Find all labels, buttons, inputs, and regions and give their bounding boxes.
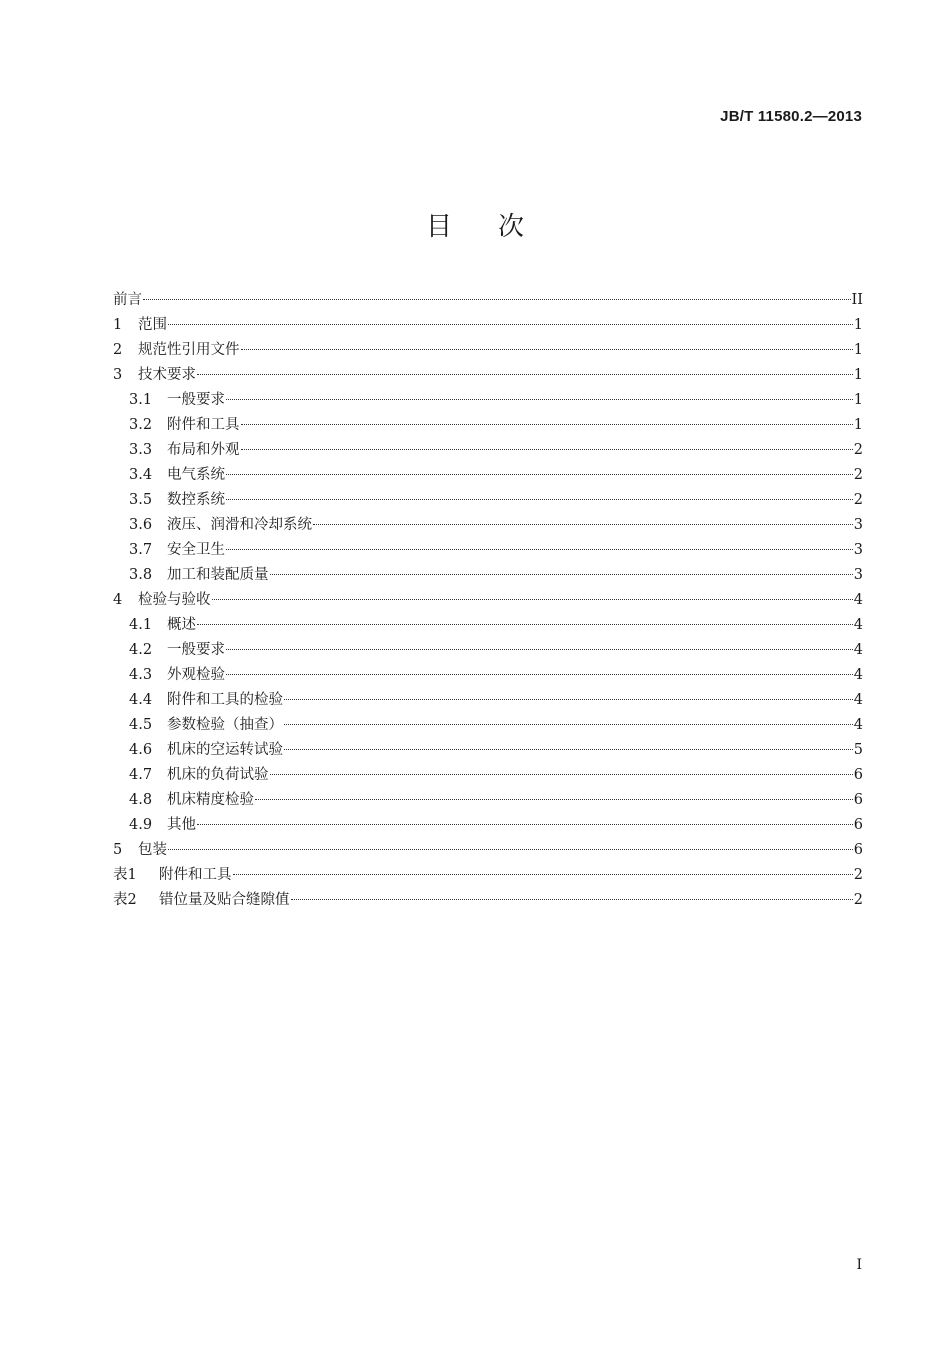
toc-entry[interactable]: [113, 763, 863, 788]
toc-entry[interactable]: [113, 713, 863, 738]
toc-entry[interactable]: [113, 688, 863, 713]
toc-entry-number: 3.3: [129, 442, 153, 458]
toc-entry-title: 加工和装配质量: [167, 567, 269, 583]
toc-entry-page: 2: [853, 867, 863, 883]
toc-entry-title: 电气系统: [167, 467, 225, 483]
toc-entry-page: 1: [853, 317, 863, 333]
toc-entry[interactable]: [113, 563, 863, 588]
toc-entry-page: 6: [853, 842, 863, 858]
toc-entry[interactable]: [113, 313, 863, 338]
toc-entry-number: 4.1: [129, 617, 153, 633]
toc-entry[interactable]: [113, 388, 863, 413]
toc-entry-title: 前言: [113, 292, 142, 308]
toc-entry-number: 3.5: [129, 492, 153, 508]
dot-leader: [291, 899, 853, 900]
toc-entry[interactable]: [113, 288, 863, 313]
dot-leader: [233, 874, 853, 875]
toc-entry[interactable]: [113, 863, 863, 888]
toc-entry-title: 规范性引用文件: [138, 342, 240, 358]
dot-leader: [284, 749, 853, 750]
toc-entry[interactable]: [113, 813, 863, 838]
toc-entry-title: 安全卫生: [167, 542, 225, 558]
dot-leader: [197, 374, 853, 375]
toc-title: 目次: [425, 212, 570, 242]
toc-entry-page: 4: [853, 717, 863, 733]
dot-leader: [143, 299, 851, 300]
toc-entry-title: 附件和工具: [167, 417, 240, 433]
toc-entry-number: 3.4: [129, 467, 153, 483]
toc-entry-number: 4.8: [129, 792, 153, 808]
dot-leader: [241, 449, 853, 450]
toc-entry-page: 1: [853, 367, 863, 383]
dot-leader: [226, 399, 853, 400]
toc-entry-page: 6: [853, 817, 863, 833]
toc-entry[interactable]: [113, 338, 863, 363]
dot-leader: [241, 349, 853, 350]
toc-entry-page: 4: [853, 592, 863, 608]
toc-entry[interactable]: [113, 488, 863, 513]
toc-entry-number: 5: [113, 842, 123, 858]
toc-entry[interactable]: [113, 613, 863, 638]
toc-entry-title: 包装: [138, 842, 167, 858]
toc-entry-title: 附件和工具: [159, 867, 232, 883]
toc-entry[interactable]: [113, 638, 863, 663]
dot-leader: [226, 674, 853, 675]
toc-entry-title: 检验与验收: [138, 592, 211, 608]
toc-entry-title: 外观检验: [167, 667, 225, 683]
toc-entry-page: 2: [853, 892, 863, 908]
toc-entry-title: 其他: [167, 817, 196, 833]
table-of-contents: [113, 288, 863, 913]
toc-entry-number: 3.1: [129, 392, 153, 408]
toc-entry-number: 3.7: [129, 542, 153, 558]
toc-entry-page: 4: [853, 617, 863, 633]
toc-entry-page: 2: [853, 442, 863, 458]
toc-entry-page: 4: [853, 667, 863, 683]
toc-entry-page: 4: [853, 642, 863, 658]
toc-entry-page: 2: [853, 467, 863, 483]
dot-leader: [212, 599, 853, 600]
toc-entry-title: 数控系统: [167, 492, 225, 508]
toc-entry-page: 3: [853, 517, 863, 533]
document-code: JB/T 11580.2—2013: [720, 108, 862, 125]
toc-entry-number: 3.2: [129, 417, 153, 433]
toc-entry-number: 4.2: [129, 642, 153, 658]
toc-entry[interactable]: [113, 538, 863, 563]
toc-entry-page: 2: [853, 492, 863, 508]
toc-entry-title: 概述: [167, 617, 196, 633]
toc-entry[interactable]: [113, 438, 863, 463]
toc-entry-title: 一般要求: [167, 642, 225, 658]
toc-entry[interactable]: [113, 513, 863, 538]
toc-entry-page: 3: [853, 567, 863, 583]
dot-leader: [168, 324, 853, 325]
toc-entry-number: 表1: [113, 867, 137, 883]
dot-leader: [270, 774, 853, 775]
toc-entry-page: 1: [853, 342, 863, 358]
toc-entry-title: 一般要求: [167, 392, 225, 408]
toc-entry-number: 3.8: [129, 567, 153, 583]
toc-entry-number: 3: [113, 367, 123, 383]
toc-entry-page: II: [851, 292, 863, 308]
dot-leader: [313, 524, 853, 525]
toc-entry[interactable]: [113, 838, 863, 863]
toc-entry[interactable]: [113, 413, 863, 438]
toc-entry-title: 机床的空运转试验: [167, 742, 283, 758]
toc-entry-number: 4.9: [129, 817, 153, 833]
dot-leader: [197, 624, 853, 625]
toc-entry[interactable]: [113, 888, 863, 913]
toc-entry-page: 5: [853, 742, 863, 758]
dot-leader: [226, 499, 853, 500]
toc-entry[interactable]: [113, 463, 863, 488]
toc-entry-page: 3: [853, 542, 863, 558]
toc-entry-number: 4.6: [129, 742, 153, 758]
toc-entry[interactable]: [113, 588, 863, 613]
toc-entry[interactable]: [113, 663, 863, 688]
toc-entry-title: 技术要求: [138, 367, 196, 383]
toc-entry-page: 1: [853, 417, 863, 433]
toc-entry-title: 机床精度检验: [167, 792, 254, 808]
toc-entry[interactable]: [113, 788, 863, 813]
toc-entry-number: 4.5: [129, 717, 153, 733]
toc-entry-number: 4.3: [129, 667, 153, 683]
page-number: I: [856, 1257, 862, 1273]
toc-entry-title: 范围: [138, 317, 167, 333]
toc-entry-number: 2: [113, 342, 123, 358]
dot-leader: [226, 474, 853, 475]
dot-leader: [226, 549, 853, 550]
toc-entry-number: 1: [113, 317, 123, 333]
toc-entry-title: 附件和工具的检验: [167, 692, 283, 708]
toc-entry-number: 4.4: [129, 692, 153, 708]
toc-entry-number: 表2: [113, 892, 137, 908]
toc-entry-number: 4.7: [129, 767, 153, 783]
dot-leader: [241, 424, 853, 425]
dot-leader: [226, 649, 853, 650]
toc-entry-title: 布局和外观: [167, 442, 240, 458]
toc-entry-number: 4: [113, 592, 123, 608]
dot-leader: [284, 699, 853, 700]
dot-leader: [270, 574, 853, 575]
dot-leader: [168, 849, 853, 850]
toc-entry[interactable]: [113, 738, 863, 763]
toc-entry-page: 6: [853, 767, 863, 783]
dot-leader: [197, 824, 853, 825]
toc-entry-title: 参数检验（抽查）: [167, 717, 283, 733]
dot-leader: [284, 724, 853, 725]
toc-entry-page: 4: [853, 692, 863, 708]
dot-leader: [255, 799, 853, 800]
toc-entry-title: 液压、润滑和冷却系统: [167, 517, 312, 533]
toc-entry-title: 错位量及贴合缝隙值: [159, 892, 290, 908]
toc-entry-title: 机床的负荷试验: [167, 767, 269, 783]
toc-entry-page: 1: [853, 392, 863, 408]
toc-entry[interactable]: [113, 363, 863, 388]
toc-entry-page: 6: [853, 792, 863, 808]
toc-entry-number: 3.6: [129, 517, 153, 533]
